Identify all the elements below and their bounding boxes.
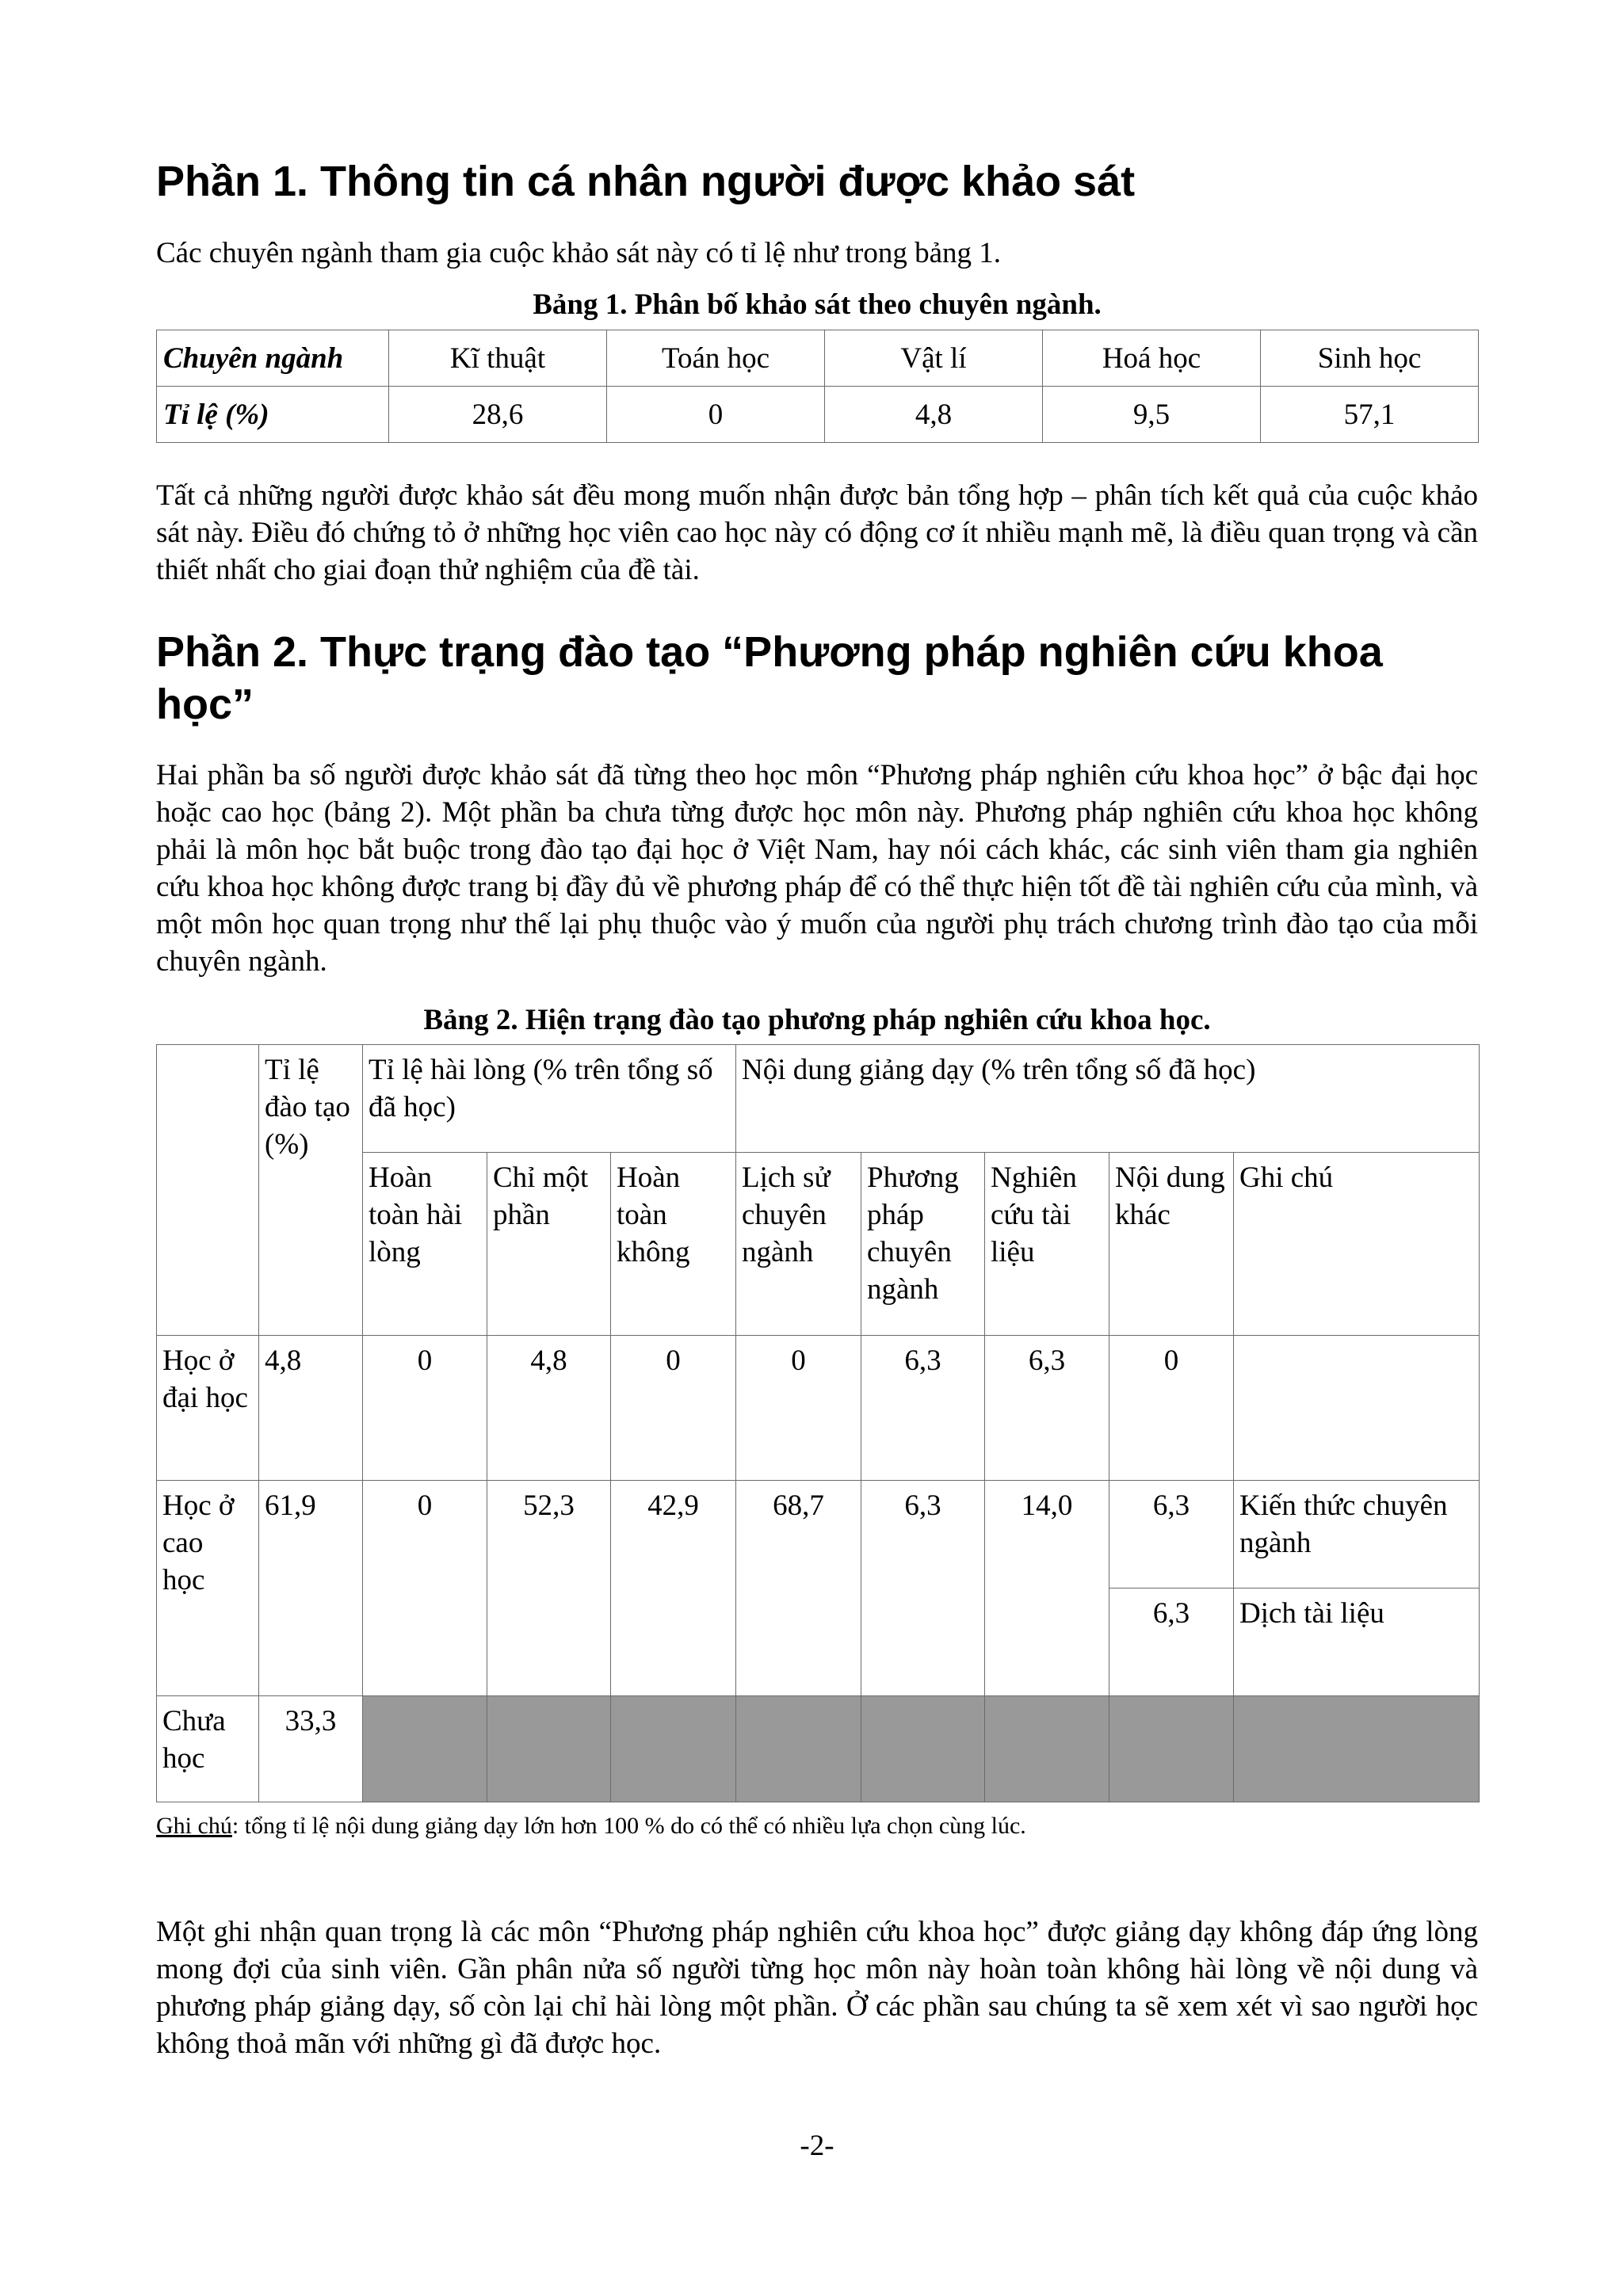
table-2-cell: 52,3 xyxy=(487,1481,611,1696)
table-2-sub-partial: Chỉ một phần xyxy=(487,1153,611,1336)
table-1-value: 57,1 xyxy=(1261,387,1479,443)
table-2-row-label: Học ở cao học xyxy=(157,1481,259,1696)
table-2-shaded-cell xyxy=(736,1696,861,1802)
table-2-shaded-cell xyxy=(861,1696,985,1802)
table-2-cell-note xyxy=(1234,1336,1480,1481)
table-2-caption: Bảng 2. Hiện trạng đào tạo phương pháp nghiên cứu khoa học. xyxy=(423,1004,1211,1036)
table-2-cell-note: Kiến thức chuyên ngành xyxy=(1234,1481,1480,1589)
table-2-cell: 0 xyxy=(363,1336,487,1481)
table-1 xyxy=(156,330,1479,443)
table-2-cell: 0 xyxy=(736,1336,861,1481)
section-1-intro: Các chuyên ngành tham gia cuộc khảo sát này có tỉ lệ như trong bảng 1. xyxy=(156,237,1002,269)
table-1-value-row xyxy=(157,387,1479,443)
table-2-cell: 6,3 xyxy=(861,1336,985,1481)
table-2-row-university xyxy=(157,1336,1480,1481)
table-2-footnote xyxy=(156,1813,1026,1840)
table-2-cell: 0 xyxy=(363,1481,487,1696)
table-2-cell-note: Dịch tài liệu xyxy=(1234,1589,1480,1696)
table-2-header-row-1 xyxy=(157,1045,1480,1153)
table-1-col-ki-thuat: Kĩ thuật xyxy=(389,330,607,387)
table-1-col-sinh-hoc: Sinh học xyxy=(1261,330,1479,387)
table-2-corner-cell xyxy=(157,1045,259,1336)
table-1-value: 28,6 xyxy=(389,387,607,443)
table-2 xyxy=(156,1044,1480,1802)
table-1-value: 9,5 xyxy=(1043,387,1261,443)
table-2-shaded-cell xyxy=(1234,1696,1480,1802)
table-1-col-toan-hoc: Toán học xyxy=(607,330,825,387)
table-1-caption: Bảng 1. Phân bố khảo sát theo chuyên ngành. xyxy=(533,288,1102,321)
section-1-heading: Phần 1. Thông tin cá nhân người được khảo sát xyxy=(156,158,1136,205)
table-2-sub-note: Ghi chú xyxy=(1234,1153,1480,1336)
footnote-text: : tổng tỉ lệ nội dung giảng dạy lớn hơn 100 % do có thể có nhiều lựa chọn cùng lúc. xyxy=(231,1813,1026,1839)
table-2-row-label: Học ở đại học xyxy=(157,1336,259,1481)
table-2-shaded-cell xyxy=(487,1696,611,1802)
table-2-row-graduate xyxy=(157,1481,1480,1589)
table-2-cell-rate: 4,8 xyxy=(259,1336,363,1481)
table-2-header-rate: Tỉ lệ đào tạo (%) xyxy=(259,1045,363,1336)
table-2-header-content: Nội dung giảng dạy (% trên tổng số đã học) xyxy=(736,1045,1480,1153)
table-2-cell: 4,8 xyxy=(487,1336,611,1481)
table-2-cell: 42,9 xyxy=(611,1481,736,1696)
table-1-col-vat-li: Vật lí xyxy=(825,330,1043,387)
table-1-header-label: Chuyên ngành xyxy=(157,330,389,387)
table-2-cell: 0 xyxy=(1109,1336,1234,1481)
section-2-closing: Một ghi nhận quan trọng là các môn “Phương pháp nghiên cứu khoa học” được giảng dạy không đáp ứng lòng mong đợi của sinh viên. Gần phân nửa số người từng học môn này hoàn toàn không hài lòng về nội dung và phương pháp giảng dạy, số còn lại chỉ hài lòng một phần. Ở các phần sau chúng ta sẽ xem xét vì sao người học không thoả mãn với những gì đã được học. xyxy=(156,1916,1478,2060)
table-2-sub-other: Nội dung khác xyxy=(1109,1153,1234,1336)
table-1-row-label: Tỉ lệ (%) xyxy=(157,387,389,443)
table-2-shaded-cell xyxy=(363,1696,487,1802)
section-2-paragraph: Hai phần ba số người được khảo sát đã từng theo học môn “Phương pháp nghiên cứu khoa học” ở bậc đại học hoặc cao học (bảng 2). Một phần ba chưa từng được học môn này. Phương pháp nghiên cứu khoa học không phải là môn học bắt buộc trong đào tạo đại học ở Việt Nam, hay nói cách khác, các sinh viên tham gia nghiên cứu khoa học không được trang bị đầy đủ về phương pháp để có thể thực hiện tốt đề tài nghiên cứu của mình, và một môn học quan trọng như thế lại phụ thuộc vào ý muốn của người phụ trách chương trình đào tạo của mỗi chuyên ngành. xyxy=(156,759,1478,978)
table-1-value: 4,8 xyxy=(825,387,1043,443)
page-number: -2- xyxy=(800,2130,834,2162)
table-2-sub-literature: Nghiên cứu tài liệu xyxy=(985,1153,1109,1336)
table-1-col-hoa-hoc: Hoá học xyxy=(1043,330,1261,387)
table-2-shaded-cell xyxy=(985,1696,1109,1802)
table-2-shaded-cell xyxy=(1109,1696,1234,1802)
footnote-label: Ghi chú xyxy=(156,1813,232,1839)
table-2-cell: 6,3 xyxy=(985,1336,1109,1481)
table-1-header-row xyxy=(157,330,1479,387)
table-2-row-label: Chưa học xyxy=(157,1696,259,1802)
table-2-header-satisfaction: Tỉ lệ hài lòng (% trên tổng số đã học) xyxy=(363,1045,736,1153)
table-2-sub-none: Hoàn toàn không xyxy=(611,1153,736,1336)
section-1-paragraph: Tất cả những người được khảo sát đều mong muốn nhận được bản tổng hợp – phân tích kết quả của cuộc khảo sát này. Điều đó chứng tỏ ở những học viên cao học này có động cơ ít nhiều mạnh mẽ, là điều quan trọng và cần thiết nhất cho giai đoạn thử nghiệm của đề tài. xyxy=(156,479,1478,586)
table-2-cell: 68,7 xyxy=(736,1481,861,1696)
table-2-cell: 0 xyxy=(611,1336,736,1481)
table-2-cell: 14,0 xyxy=(985,1481,1109,1696)
table-2-shaded-cell xyxy=(611,1696,736,1802)
table-2-cell: 6,3 xyxy=(861,1481,985,1696)
table-2-sub-method: Phương pháp chuyên ngành xyxy=(861,1153,985,1336)
table-2-cell-rate: 33,3 xyxy=(259,1696,363,1802)
table-2-sub-full: Hoàn toàn hài lòng xyxy=(363,1153,487,1336)
table-2-cell-rate: 61,9 xyxy=(259,1481,363,1696)
section-2-heading: Phần 2. Thực trạng đào tạo “Phương pháp nghiên cứu khoa học” xyxy=(156,628,1383,728)
table-2-sub-history: Lịch sử chuyên ngành xyxy=(736,1153,861,1336)
table-1-value: 0 xyxy=(607,387,825,443)
table-2-cell: 6,3 xyxy=(1109,1589,1234,1696)
table-2-row-never xyxy=(157,1696,1480,1802)
table-2-cell: 6,3 xyxy=(1109,1481,1234,1589)
